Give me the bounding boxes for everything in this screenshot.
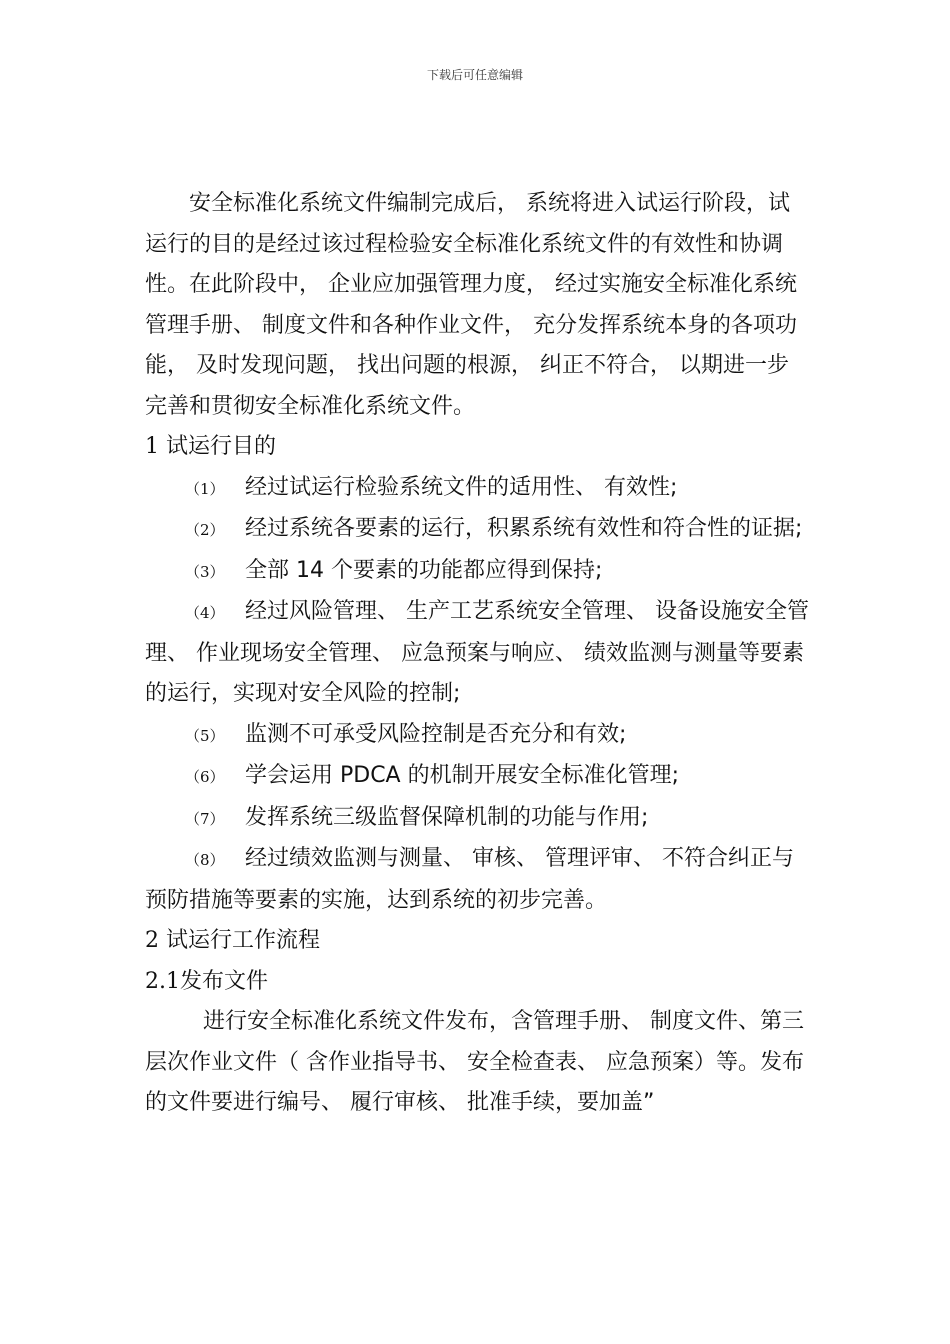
- list-item: [145, 592, 810, 715]
- section-2-number: 2: [145, 928, 159, 953]
- item-number: （2）: [185, 521, 225, 539]
- intro-paragraph: 安全标准化系统文件编制完成后， 系统将进入试运行阶段，试运行的目的是经过该过程检验安全标准化系统文件的有效性和协调性。在此阶段中， 企业应加强管理力度， 经过实施安全标准化系统管理手册、 制度文件和各种作业文件， 充分发挥系统本身的各项功能， 及时发现问题， 找出问题的根源， 纠正不符合， 以期进一步完善和贯彻安全标准化系统文件。: [145, 191, 797, 419]
- item-text: 经过试运行检验系统文件的适用性、 有效性;: [245, 474, 678, 500]
- section-2-heading: [145, 921, 810, 962]
- item-number: （6）: [185, 768, 225, 786]
- section-1-title: 试运行目的: [166, 434, 277, 459]
- item-text: 经过绩效监测与测量、 审核、 管理评审、 不符合纠正与预防措施等要素的实施，达到系统的初步完善。: [145, 846, 794, 913]
- item-text: 学会运用 PDCA 的机制开展安全标准化管理;: [245, 763, 680, 788]
- item-text: 经过风险管理、 生产工艺系统安全管理、 设备设施安全管理、 作业现场安全管理、 应急预案与响应、 绩效监测与测量等要素的运行，实现对安全风险的控制;: [145, 599, 809, 706]
- section-2-1-heading: [145, 962, 810, 1003]
- section-2-1-title: 发布文件: [180, 968, 269, 994]
- list-item: [145, 715, 810, 757]
- section-2-1-paragraph: 进行安全标准化系统文件发布，含管理手册、 制度文件、第三层次作业文件（ 含作业指导书、 安全检查表、 应急预案）等。发布的文件要进行编号、 履行审核、 批准手续，要加盖”: [145, 1009, 804, 1115]
- item-number: （1）: [185, 479, 225, 498]
- section-2-title: 试运行工作流程: [166, 928, 321, 953]
- item-number: （7）: [185, 809, 225, 828]
- item-number: （4）: [185, 604, 225, 622]
- document-body: [145, 184, 810, 1124]
- item-number: （3）: [185, 562, 225, 581]
- item-text: 全部 14 个要素的功能都应得到保持;: [245, 557, 603, 583]
- item-text: 监测不可承受风险控制是否充分和有效;: [245, 721, 627, 747]
- list-item: [145, 468, 810, 510]
- section-1-number: 1: [145, 434, 159, 459]
- list-item: [145, 509, 810, 551]
- list-item: [145, 839, 810, 921]
- header-note: 下载后可任意编辑: [426, 68, 523, 82]
- section-1-heading: [145, 427, 810, 468]
- item-text: 经过系统各要素的运行，积累系统有效性和符合性的证据;: [245, 516, 803, 541]
- list-item: [145, 756, 810, 798]
- section-2-1-number: 2.1: [145, 968, 180, 994]
- item-number: （5）: [185, 726, 225, 745]
- list-item: [145, 798, 810, 840]
- list-item: [145, 551, 810, 593]
- item-text: 发挥系统三级监督保障机制的功能与作用;: [245, 804, 649, 830]
- item-number: （8）: [185, 851, 225, 869]
